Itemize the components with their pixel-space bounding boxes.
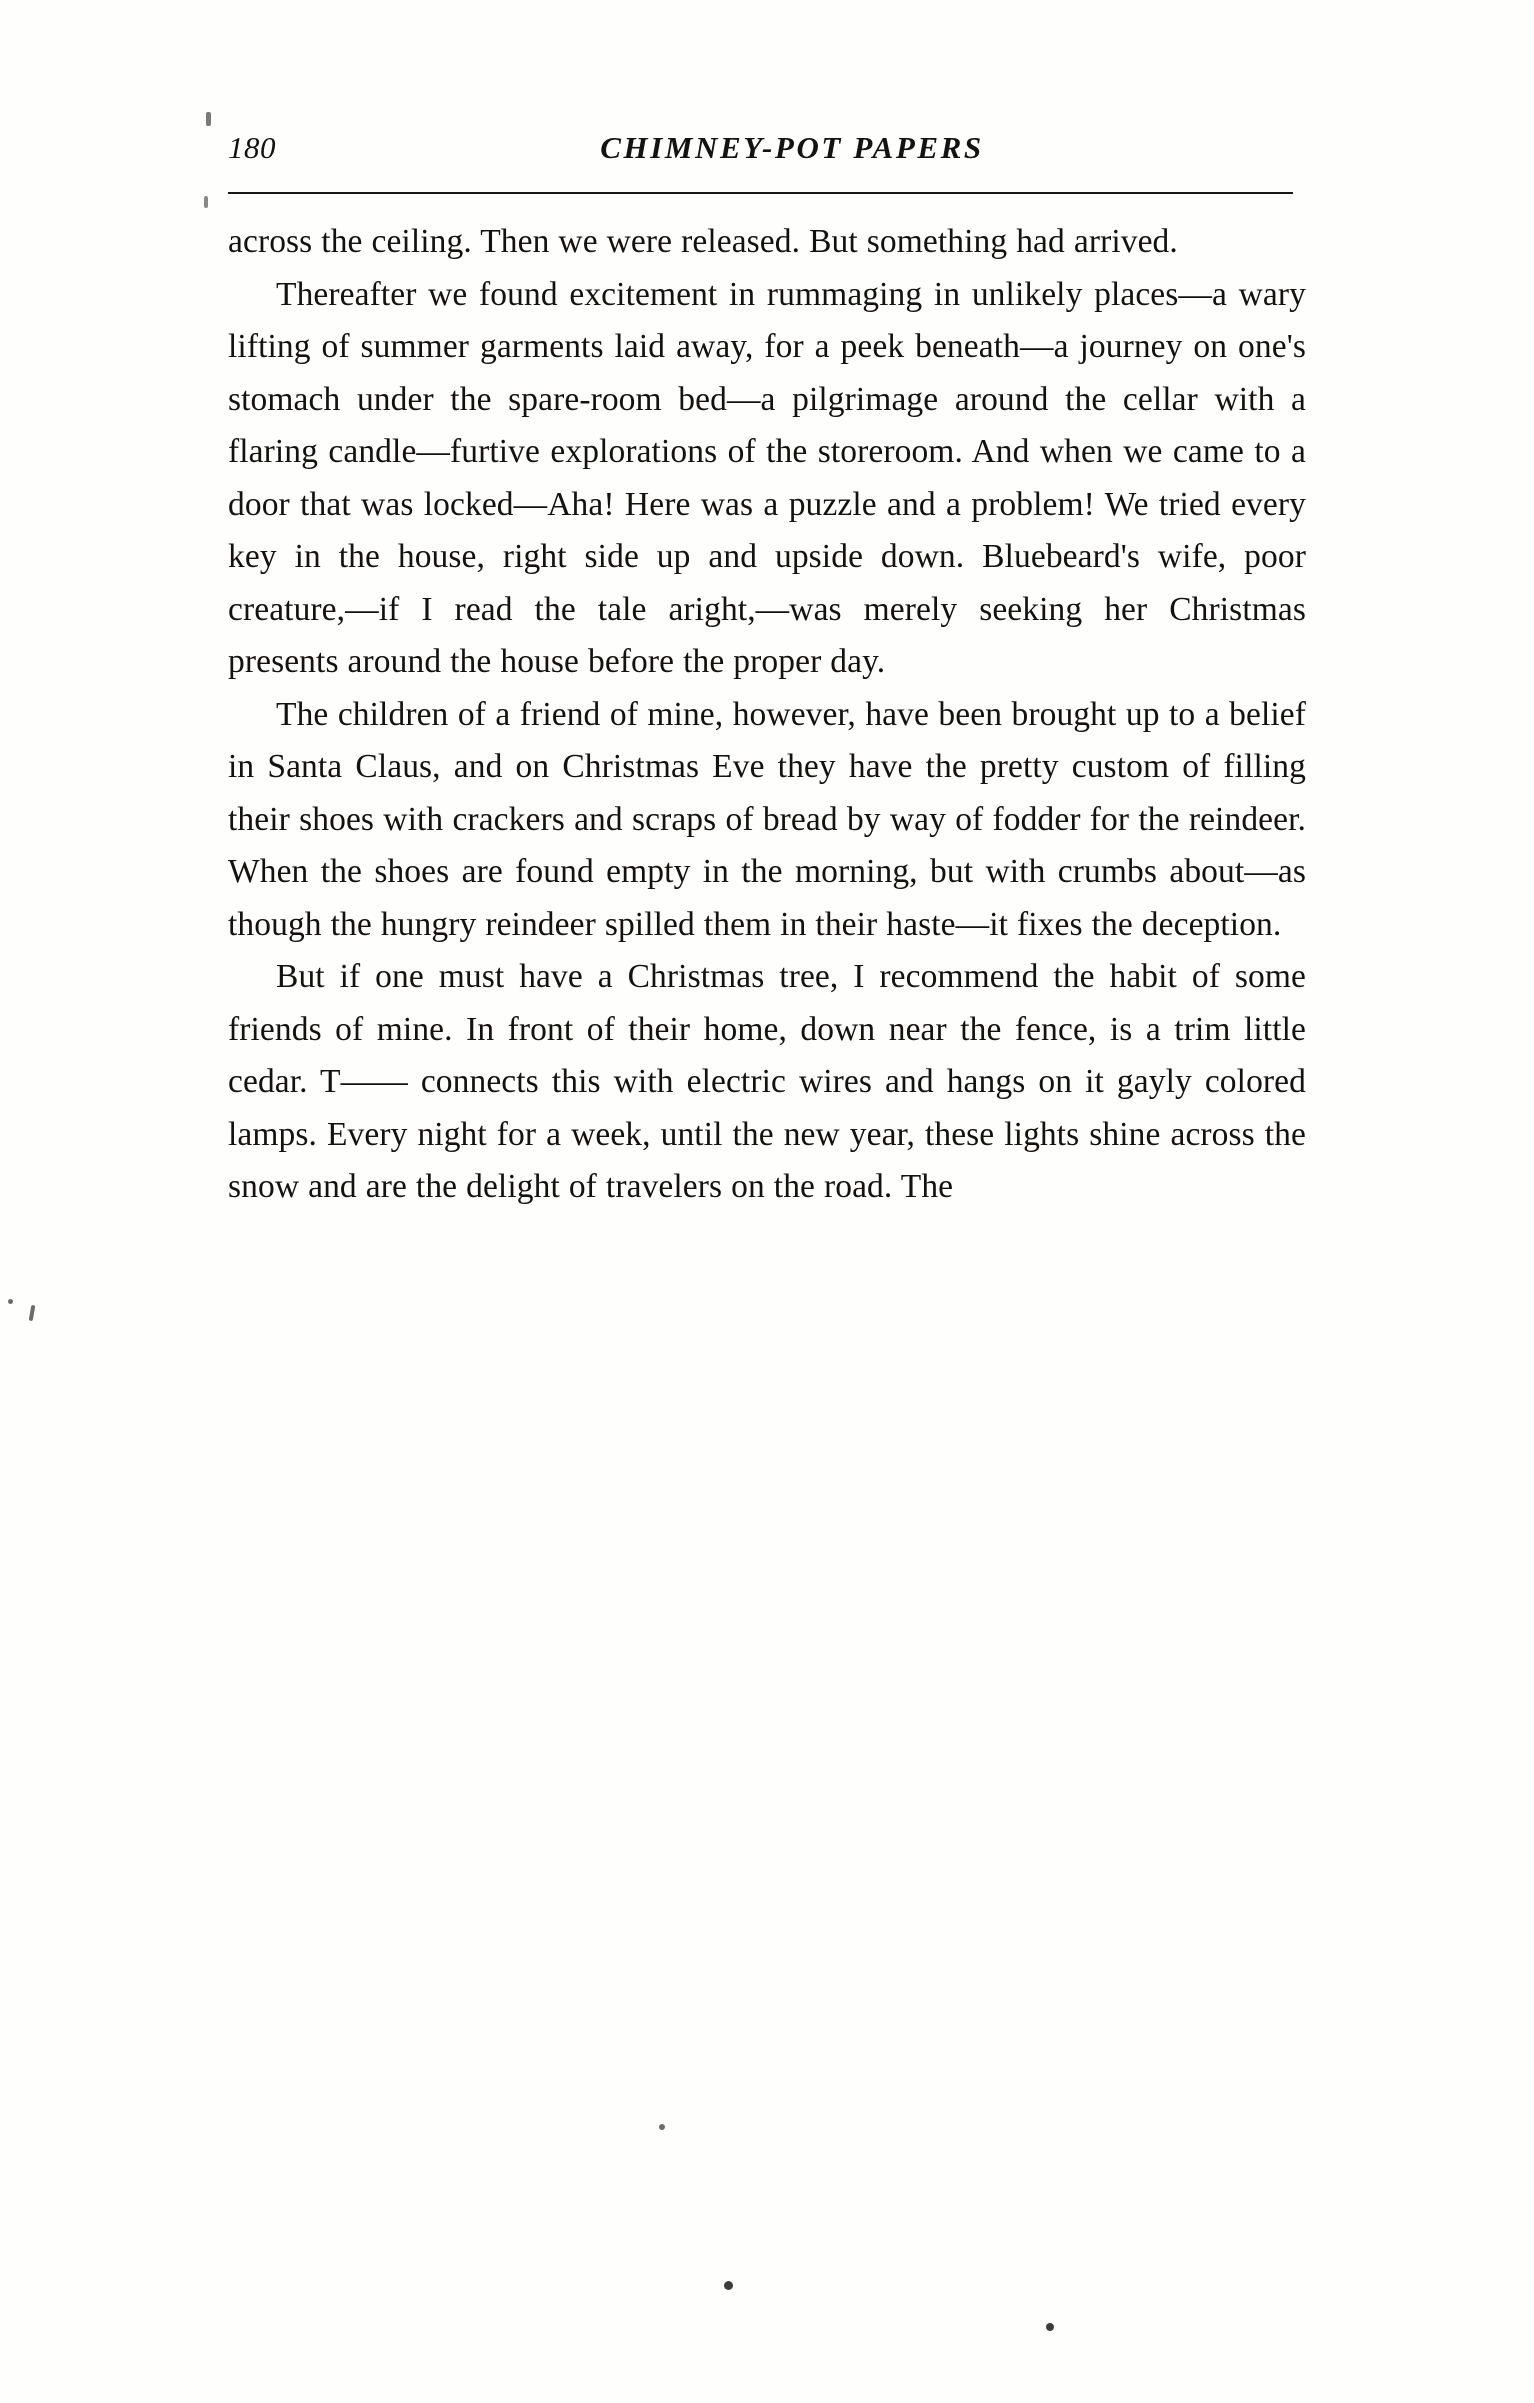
- paragraph: Thereafter we found excitement in rummaging in unlikely places—a wary lifting of summer garments laid away, for a peek beneath—a journey on one's stomach under the spare-room bed—a pilgrimage around the cellar with a flaring candle—furtive explorations of the storeroom. And when we came to a door that was locked—Aha! Here was a puzzle and a problem! We tried every key in the house, right side up and upside down. Bluebeard's wife, poor creature,—if I read the tale aright,—was merely seeking her Christmas presents around the house before the proper day.: [228, 275, 1306, 680]
- scan-artifact-speck: [204, 196, 208, 208]
- scan-artifact-speck: [1046, 2323, 1054, 2331]
- scan-artifact-speck: [206, 112, 211, 126]
- scan-artifact-speck: [29, 1305, 36, 1321]
- page-number: 180: [228, 130, 276, 165]
- header-rule: [228, 192, 1293, 194]
- page-content: [228, 130, 1306, 1214]
- scan-artifact-speck: [659, 2124, 665, 2130]
- paragraph: across the ceiling. Then we were released. But something had arrived.: [228, 223, 1178, 260]
- running-head-title: CHIMNEY-POT PAPERS: [600, 130, 984, 165]
- running-head: [228, 130, 1306, 188]
- body-text: [228, 216, 1306, 1214]
- paragraph: The children of a friend of mine, however, have been brought up to a belief in Santa Claus, and on Christmas Eve they have the pretty custom of filling their shoes with crackers and scraps of bread by way of fodder for the reindeer. When the shoes are found empty in the morning, but with crumbs about—as though the hungry reindeer spilled them in their haste—it fixes the deception.: [228, 695, 1306, 943]
- scan-artifact-speck: [724, 2281, 733, 2290]
- paragraph: But if one must have a Christmas tree, I recommend the habit of some friends of mine. In front of their home, down near the fence, is a trim little cedar. T—— connects this with electric wires and hangs on it gayly colored lamps. Every night for a week, until the new year, these lights shine across the snow and are the delight of travelers on the road. The: [228, 958, 1306, 1205]
- scan-artifact-speck: [8, 1299, 13, 1304]
